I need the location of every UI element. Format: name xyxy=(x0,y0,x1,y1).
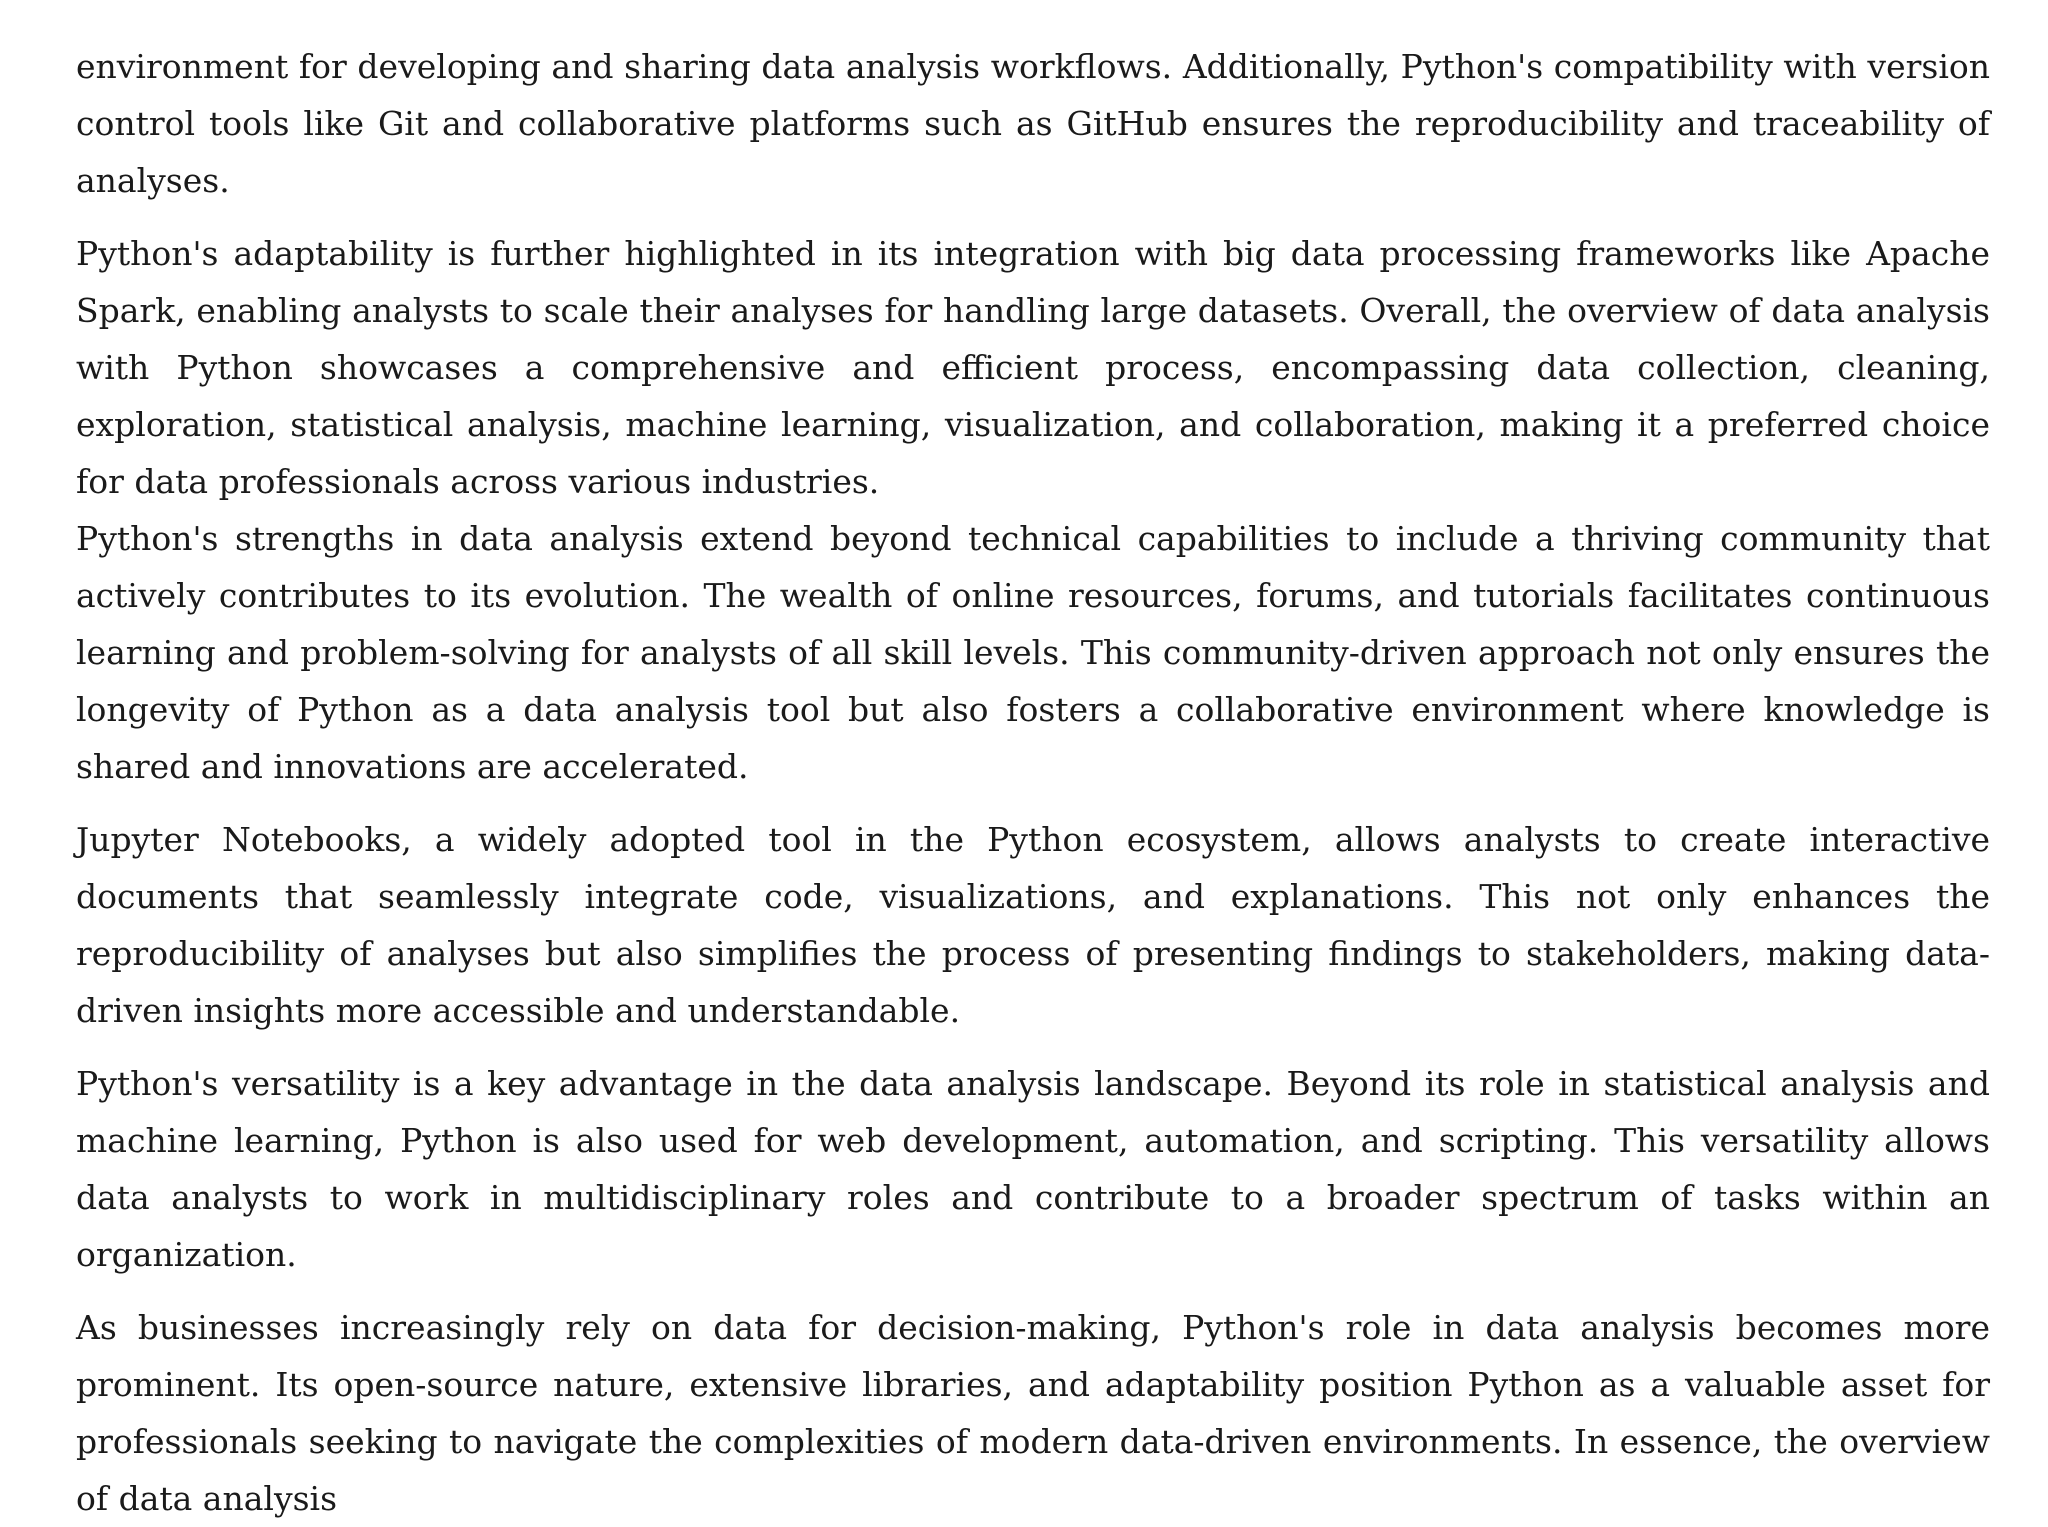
paragraph-versatility: Python's versatility is a key advantage in the data analysis landscape. Beyond its role in statistical analysis and machine learning, Python is also used for web development, automation, and scripting. This versatility allows data analysts to work in multidisciplinary roles and contribute to a broader spectrum of tasks within an organization. xyxy=(76,1064,1990,1274)
paragraph-version-control: environment for developing and sharing data analysis workflows. Additionally, Python's compatibility with version control tools like Git and collaborative platforms such as GitHub ensures the reproducibility and traceability of analyses. xyxy=(76,47,1990,200)
paragraph-community: Python's strengths in data analysis extend beyond technical capabilities to include a thriving community that actively contributes to its evolution. The wealth of online resources, forums, and tutorials facilitates continuous learning and problem-solving for analysts of all skill levels. This community-driven approach not only ensures the longevity of Python as a data analysis tool but also fosters a collaborative environment where knowledge is shared and innovations are accelerated. xyxy=(76,519,1990,786)
paragraph-jupyter: Jupyter Notebooks, a widely adopted tool in the Python ecosystem, allows analysts to create interactive documents that seamlessly integrate code, visualizations, and explanations. This not only enhances the reproducibility of analyses but also simplifies the process of presenting findings to stakeholders, making data-driven insights more accessible and understandable. xyxy=(76,820,1990,1030)
paragraph-businesses: As businesses increasingly rely on data for decision-making, Python's role in data analysis becomes more prominent. Its open-source nature, extensive libraries, and adaptability position Python as a valuable asset for professionals seeking to navigate the complexities of modern data-driven environments. In essence, the overview of data analysis xyxy=(76,1308,1990,1518)
paragraph-big-data: Python's adaptability is further highlighted in its integration with big data processing frameworks like Apache Spark, enabling analysts to scale their analyses for handling large datasets. Overall, the overview of data analysis with Python showcases a comprehensive and efficient process, encompassing data collection, cleaning, exploration, statistical analysis, machine learning, visualization, and collaboration, making it a preferred choice for data professionals across various industries. xyxy=(76,234,1990,501)
